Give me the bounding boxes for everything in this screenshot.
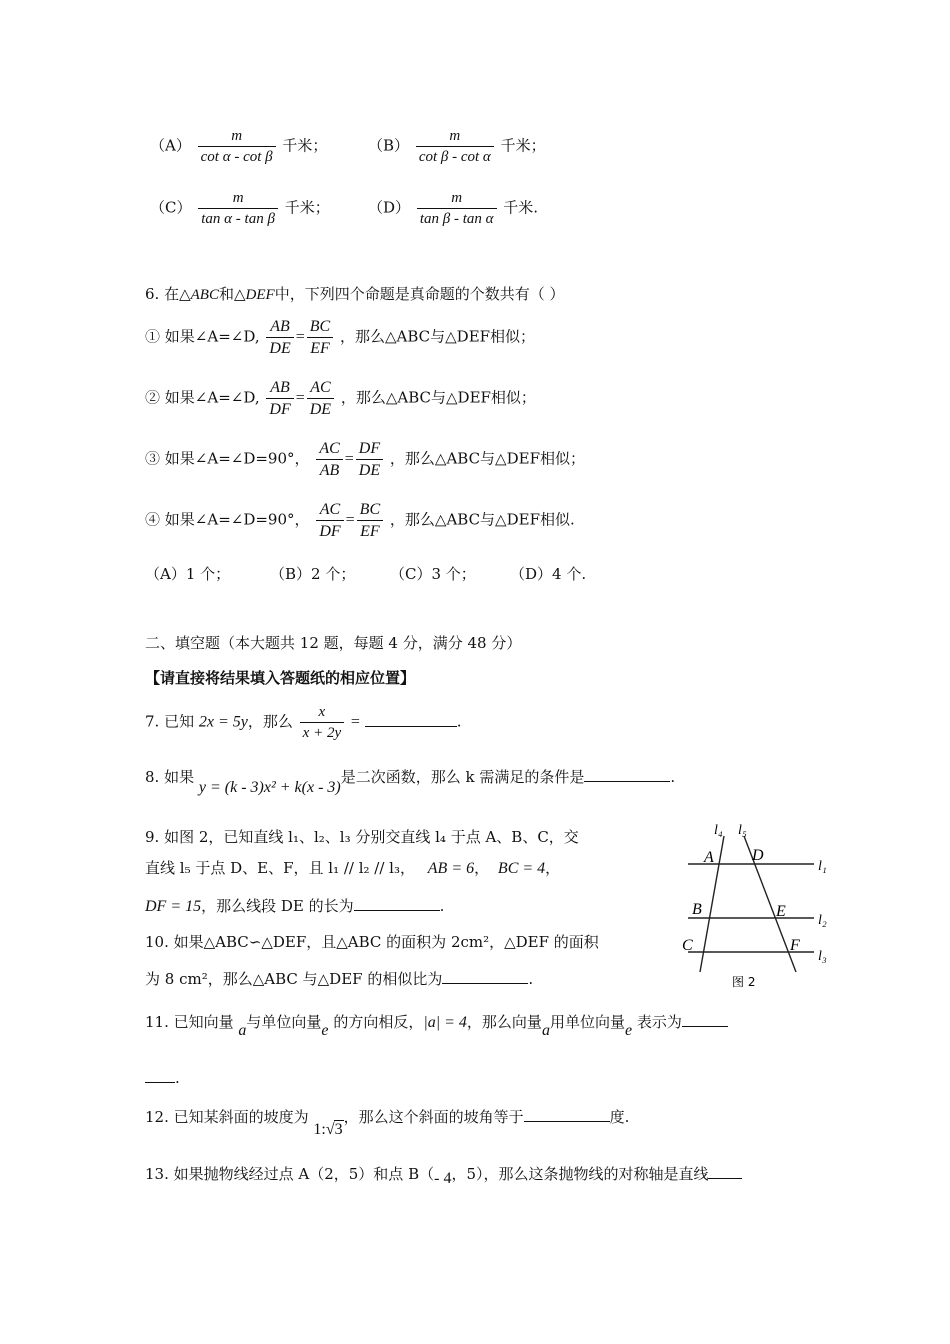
q6-item-1: ① 如果∠A=∠D, $\frac{AB}{DE}$ = $\frac{BC}{EF}$ ，那么△ABC与△DEF相似；: [145, 318, 536, 357]
item-marker: ②: [145, 388, 161, 407]
q-text: 的方向相反，: [333, 1013, 424, 1031]
answer-blank: [365, 712, 457, 727]
label-l3: l₃: [818, 949, 827, 964]
denominator: DE: [309, 401, 332, 418]
fraction: [356, 438, 383, 481]
q-text: 度.: [609, 1108, 630, 1126]
label-d: D: [752, 847, 764, 864]
equation: DF = 15: [145, 898, 202, 915]
q5-option-b: [368, 126, 546, 167]
answer-blank: [145, 1068, 175, 1083]
question-9-line2: 直线 l₅ 于点 D、E、F，且 l₁ // l₂ // l₃， AB = 6， BC = 4，: [145, 859, 561, 877]
stem-text: 中，下列四个命题是真命题的个数共有（ ）: [274, 285, 565, 303]
q-text: 为 8 cm²，那么△ABC 与△DEF 的相似比为: [145, 970, 443, 988]
numerator: m: [198, 188, 278, 209]
q5-option-a: [150, 126, 327, 167]
question-11-cont: [145, 1068, 180, 1087]
numerator: m: [198, 126, 276, 147]
item-tail: ，那么△ABC与△DEF相似；: [340, 388, 536, 407]
q-text: ，那么线段 DE 的长为: [201, 897, 354, 915]
fraction: [266, 316, 293, 359]
denominator: DE: [358, 462, 381, 479]
equation: 2x = 5y: [198, 713, 248, 731]
fraction: [307, 377, 334, 420]
item-tail: ，那么△ABC与△DEF相似；: [339, 327, 536, 346]
fraction: [316, 438, 342, 481]
numerator: DF: [356, 438, 383, 460]
question-11: [145, 1011, 728, 1039]
denominator: DE: [269, 340, 291, 357]
question-9-line1: 9. 如图 2，已知直线 l₁、l₂、l₃ 分别交直线 l₄ 于点 A、B、C，交: [145, 828, 579, 846]
equals-sign: =: [350, 713, 360, 731]
question-7: [145, 702, 461, 743]
neg-value: - 4: [434, 1170, 452, 1187]
q-text: 7. 已知: [145, 712, 195, 731]
q-text: .: [528, 970, 534, 988]
denominator: x + 2y: [302, 725, 342, 741]
vector-a: a: [238, 1022, 247, 1039]
q6-stem: [145, 283, 564, 304]
answer-blank: [354, 896, 440, 911]
q6-option-d: （D）4 个.: [510, 565, 587, 583]
equation: BC = 4: [497, 860, 546, 877]
q6-option-b: （B）2 个；: [270, 565, 356, 583]
vector-a: a: [541, 1022, 550, 1039]
unit: 千米；: [284, 198, 330, 217]
answer-blank: [708, 1164, 742, 1179]
item-condition: 如果∠A=∠D,: [164, 327, 260, 346]
answer-blank: [584, 767, 670, 782]
option-label: （D）: [368, 198, 411, 217]
item-condition: 如果∠A=∠D,: [164, 388, 260, 407]
vector-e: e: [321, 1022, 329, 1039]
question-12: [145, 1106, 630, 1138]
denominator: cot β - cot α: [418, 149, 491, 165]
q6-item-4: ④ 如果∠A=∠D=90°， $\frac{AC}{DF}$ = $\frac{BC}{EF}$ ，那么△ABC与△DEF相似.: [145, 501, 575, 540]
q-text: 8. 如果: [145, 768, 195, 786]
q5-option-c: [150, 188, 330, 229]
section-instruction: 【请直接将结果填入答题纸的相应位置】: [145, 669, 416, 687]
denominator: EF: [360, 523, 380, 540]
fraction: [300, 702, 344, 743]
triangle-def: DEF: [245, 287, 275, 303]
denominator: DF: [319, 523, 341, 540]
option-label: （C）: [150, 198, 192, 217]
item-condition: 如果∠A=∠D=90°，: [164, 510, 310, 529]
label-f: F: [790, 937, 800, 954]
q5-option-d: [368, 188, 538, 229]
question-8: [145, 766, 676, 796]
q-text: 用单位向量: [549, 1013, 625, 1031]
numerator: BC: [357, 499, 383, 521]
fraction: [416, 126, 494, 167]
option-label: （A）: [150, 136, 191, 155]
fraction: [198, 188, 278, 229]
numerator: m: [417, 188, 497, 209]
figure-2: [680, 820, 840, 992]
denominator: AB: [319, 462, 340, 479]
q-text: 是二次函数，那么 k 需满足的条件是: [340, 768, 585, 786]
q6-option-a: （A）1 个；: [145, 565, 231, 583]
equation: AB = 6: [427, 860, 475, 877]
question-10-line2: [145, 968, 533, 989]
numerator: AC: [316, 438, 342, 460]
question-10-line1: 10. 如果△ABC∽△DEF，且△ABC 的面积为 2cm²，△DEF 的面积: [145, 933, 599, 951]
q-text: .: [670, 768, 676, 786]
question-9-line3: [145, 895, 444, 916]
item-tail: ，那么△ABC与△DEF相似；: [389, 449, 585, 468]
q-text: ，那么向量: [466, 1013, 542, 1031]
q-text: 11. 已知向量: [145, 1013, 234, 1031]
equation: y = (k - 3)x² + k(x - 3): [198, 779, 341, 796]
denominator: tan β - tan α: [419, 211, 494, 227]
fraction: [198, 126, 276, 167]
equation: |a| = 4: [423, 1014, 467, 1031]
numerator: AB: [266, 316, 293, 338]
numerator: AB: [266, 377, 293, 399]
ratio-text: 1:: [313, 1121, 326, 1138]
unit: 千米；: [282, 136, 328, 155]
q6-item-3: ③ 如果∠A=∠D=90°， $\frac{AC}{AB}$ = $\frac{DF}{DE}$ ，那么△ABC与△DEF相似；: [145, 440, 585, 479]
root-value: 3: [334, 1121, 343, 1138]
triangle-abc: ABC: [190, 287, 219, 303]
unit: 千米.: [503, 198, 539, 217]
q-text: .: [456, 712, 462, 731]
denominator: cot α - cot β: [200, 149, 273, 165]
denominator: tan α - tan β: [201, 211, 275, 227]
vector-e: e: [624, 1022, 633, 1039]
q-text: ，5），那么这条抛物线的对称轴是直线: [451, 1165, 709, 1183]
stem-text: 6. 在△: [145, 285, 191, 303]
numerator: x: [300, 702, 344, 723]
fraction: [307, 316, 333, 359]
stem-text: 和△: [218, 285, 246, 303]
q-text: .: [439, 897, 445, 915]
item-condition: 如果∠A=∠D=90°，: [164, 449, 310, 468]
q-text: ，那么: [247, 712, 293, 731]
q-text: 13. 如果抛物线经过点 A（2，5）和点 B（: [145, 1165, 435, 1183]
fraction: [266, 377, 293, 420]
label-l2: l₂: [818, 913, 827, 928]
numerator: m: [416, 126, 494, 147]
label-b: B: [692, 901, 702, 918]
q6-option-c: （C）3 个；: [390, 565, 476, 583]
section-title: 二、填空题（本大题共 12 题，每题 4 分，满分 48 分）: [145, 634, 522, 652]
numerator: AC: [316, 499, 343, 521]
label-l1: l₁: [818, 859, 827, 874]
slope-ratio: 1:√3: [313, 1121, 343, 1138]
label-l4: l₄: [714, 823, 723, 838]
numerator: AC: [307, 377, 334, 399]
fraction: [417, 188, 497, 229]
numerator: BC: [307, 316, 333, 338]
q-text: 表示为: [636, 1013, 682, 1031]
item-marker: ③: [145, 449, 161, 468]
label-a: A: [704, 849, 714, 866]
unit: 千米；: [500, 136, 546, 155]
fraction: [357, 499, 383, 542]
answer-blank: [682, 1012, 728, 1027]
option-label: （B）: [368, 136, 410, 155]
denominator: DF: [269, 401, 291, 418]
item-marker: ④: [145, 510, 161, 529]
q-text: .: [175, 1069, 180, 1087]
item-tail: ，那么△ABC与△DEF相似.: [389, 510, 575, 529]
item-marker: ①: [145, 327, 161, 346]
label-e: E: [776, 903, 786, 920]
answer-blank: [442, 969, 528, 984]
label-l5: l₅: [738, 823, 747, 838]
q-text: 直线 l₅ 于点 D、E、F，且 l₁ // l₂ // l₃，: [145, 859, 415, 877]
answer-blank: [524, 1107, 610, 1122]
q-text: ，那么这个斜面的坡角等于: [343, 1108, 524, 1126]
fraction: [316, 499, 343, 542]
q-text: 与单位向量: [246, 1013, 322, 1031]
denominator: EF: [310, 340, 330, 357]
label-c: C: [682, 937, 693, 954]
figure-caption: 图 2: [732, 975, 756, 989]
q-text: 12. 已知某斜面的坡度为: [145, 1108, 309, 1126]
q6-item-2: ② 如果∠A=∠D, $\frac{AB}{DF}$ = $\frac{AC}{DE}$ ，那么△ABC与△DEF相似；: [145, 379, 536, 418]
question-13: [145, 1163, 742, 1187]
